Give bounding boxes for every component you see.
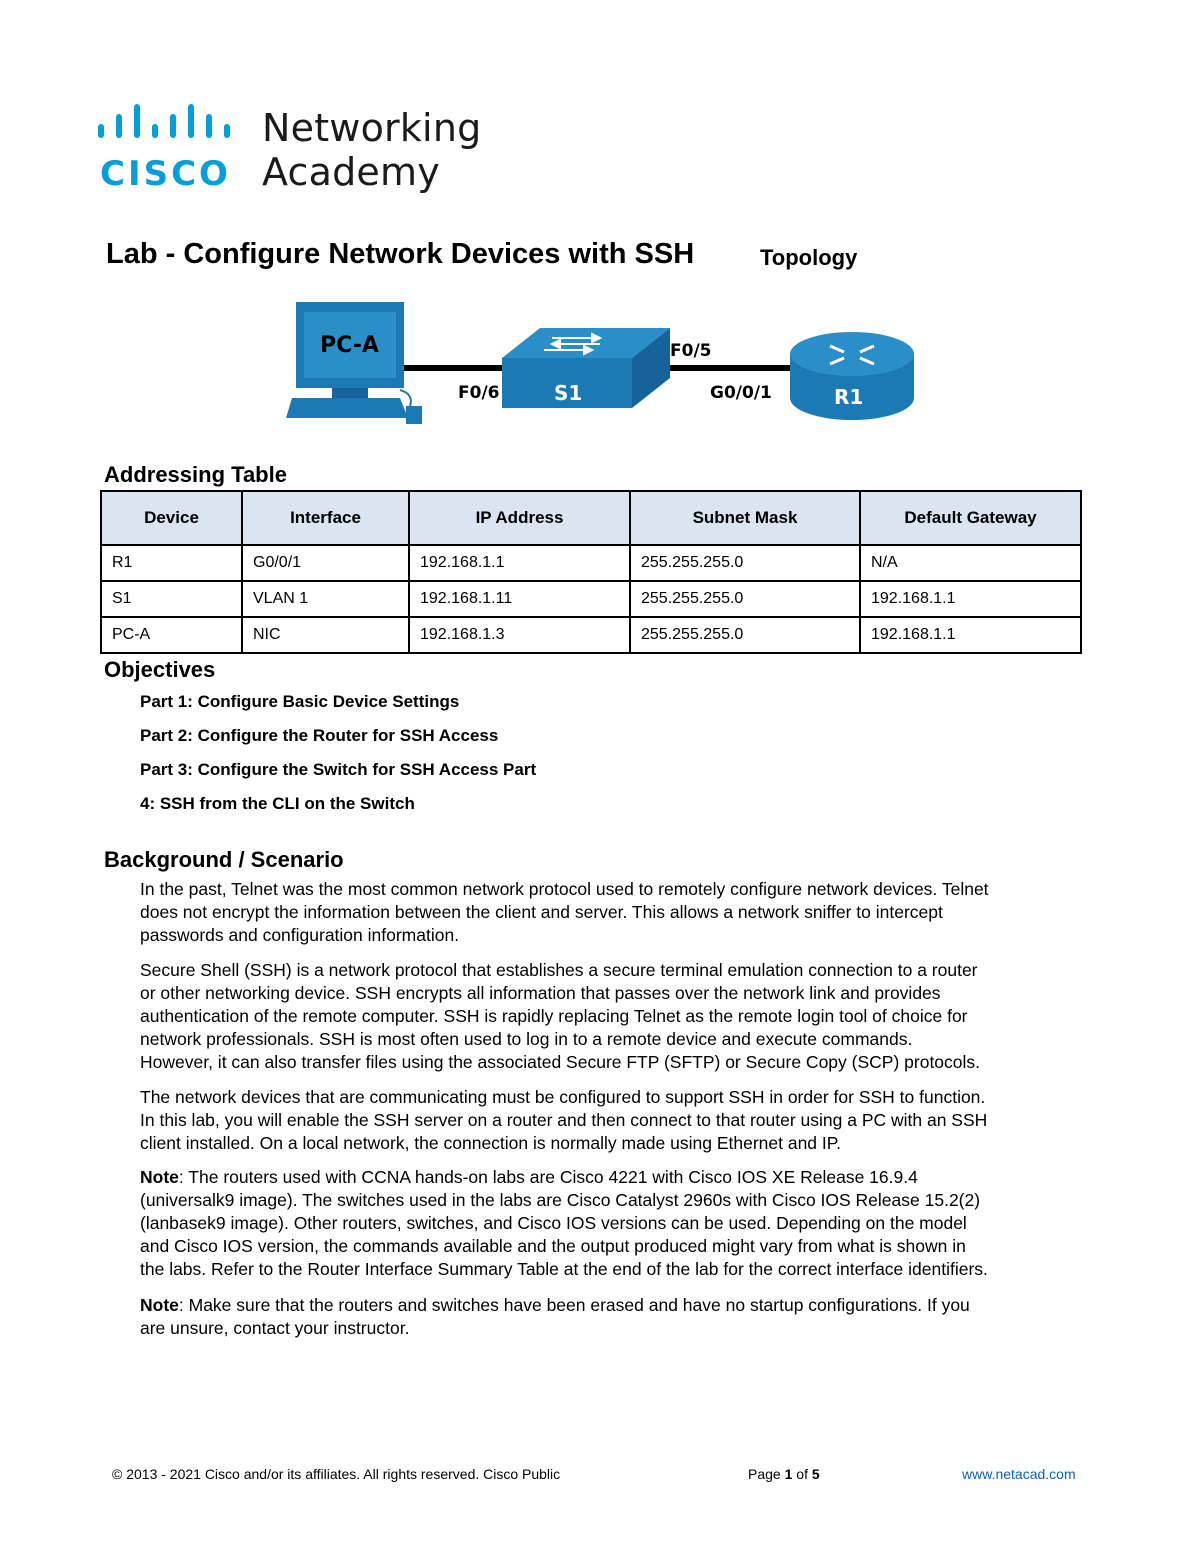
paragraph-line: or other networking device. SSH encrypts all information that passes over the network link and provides xyxy=(140,983,941,1003)
objective-item: Part 2: Configure the Router for SSH Access xyxy=(140,726,499,745)
switch-label: S1 xyxy=(554,381,583,405)
table-cell: 255.255.255.0 xyxy=(630,617,860,653)
table-row xyxy=(101,617,1081,653)
page-current: 1 xyxy=(784,1466,793,1482)
table-cell: VLAN 1 xyxy=(242,581,409,617)
cisco-networking-academy-logo xyxy=(96,104,486,204)
table-header-cell: Default Gateway xyxy=(860,491,1081,545)
objectives-heading: Objectives xyxy=(104,657,216,682)
paragraph-line: In this lab, you will enable the SSH server on a router and then connect to that router using a PC with an SSH xyxy=(140,1110,988,1130)
table-header-cell: IP Address xyxy=(409,491,630,545)
table-cell: 255.255.255.0 xyxy=(630,581,860,617)
note-label: Note xyxy=(140,1295,179,1315)
cisco-wordmark: CISCO xyxy=(100,154,231,194)
objective-item: Part 3: Configure the Switch for SSH Access Part xyxy=(140,760,537,779)
background-paragraph-1 xyxy=(140,878,1095,947)
table-cell: 192.168.1.1 xyxy=(860,581,1081,617)
table-row xyxy=(101,545,1081,581)
pc-port-label: F0/6 xyxy=(458,383,500,403)
paragraph-line: : The routers used with CCNA hands-on labs are Cisco 4221 with Cisco IOS XE Release 16.9.4 xyxy=(178,1167,918,1187)
table-header-cell: Subnet Mask xyxy=(630,491,860,545)
note-paragraph-1 xyxy=(140,1166,1095,1281)
objective-item: Part 1: Configure Basic Device Settings xyxy=(140,692,460,711)
topology-heading: Topology xyxy=(760,245,858,270)
paragraph-line: passwords and configuration information. xyxy=(140,925,460,945)
addressing-table xyxy=(100,490,1082,654)
paragraph-line: : Make sure that the routers and switches have been erased and have no startup configurations. If you xyxy=(178,1295,970,1315)
paragraph-line: the labs. Refer to the Router Interface Summary Table at the end of the lab for the correct interface identifiers. xyxy=(140,1259,988,1279)
switch-icon xyxy=(502,328,670,408)
page-mid: of xyxy=(792,1466,812,1482)
table-cell: NIC xyxy=(242,617,409,653)
table-cell: 192.168.1.3 xyxy=(409,617,630,653)
logo-networking-text: Networking xyxy=(262,106,482,150)
router-label: R1 xyxy=(834,385,864,409)
note-paragraph-2 xyxy=(140,1294,1095,1340)
paragraph-line: In the past, Telnet was the most common network protocol used to remotely configure network devices. Telnet xyxy=(140,879,989,899)
table-cell: 192.168.1.1 xyxy=(409,545,630,581)
paragraph-line: are unsure, contact your instructor. xyxy=(140,1318,410,1338)
pc-icon xyxy=(286,302,422,424)
footer-page-number xyxy=(748,1466,820,1482)
topology-diagram xyxy=(282,298,922,438)
paragraph-line: The network devices that are communicating must be configured to support SSH in order for SSH to function. xyxy=(140,1087,986,1107)
pc-label: PC-A xyxy=(320,333,379,358)
table-cell: R1 xyxy=(101,545,242,581)
table-cell: 255.255.255.0 xyxy=(630,545,860,581)
paragraph-line: (universalk9 image). The switches used in the labs are Cisco Catalyst 2960s with Cisco IOS Release 15.2(2) xyxy=(140,1190,981,1210)
router-port-label: G0/0/1 xyxy=(710,383,772,403)
paragraph-line: Secure Shell (SSH) is a network protocol that establishes a secure terminal emulation connection to a router xyxy=(140,960,978,980)
page-title: Lab - Configure Network Devices with SSH xyxy=(106,238,695,270)
table-cell: S1 xyxy=(101,581,242,617)
footer-netacad-link[interactable]: www.netacad.com xyxy=(962,1466,1076,1482)
paragraph-line: and Cisco IOS version, the commands available and the output produced might vary from what is shown in xyxy=(140,1236,966,1256)
paragraph-line: authentication of the remote computer. SSH is rapidly replacing Telnet as the remote login tool of choice for xyxy=(140,1006,968,1026)
table-cell: N/A xyxy=(860,545,1081,581)
table-header-cell: Interface xyxy=(242,491,409,545)
addressing-table-heading: Addressing Table xyxy=(104,462,287,487)
paragraph-line: However, it can also transfer files using the associated Secure FTP (SFTP) or Secure Copy (SCP) protocols. xyxy=(140,1052,981,1072)
table-cell: 192.168.1.11 xyxy=(409,581,630,617)
switch-port-label: F0/5 xyxy=(670,341,712,361)
table-row xyxy=(101,581,1081,617)
background-paragraph-3 xyxy=(140,1086,1095,1155)
table-cell: 192.168.1.1 xyxy=(860,617,1081,653)
table-cell: G0/0/1 xyxy=(242,545,409,581)
page-prefix: Page xyxy=(748,1466,785,1482)
table-header-row xyxy=(101,491,1081,545)
logo-academy-text: Academy xyxy=(262,150,440,194)
footer-copyright: © 2013 - 2021 Cisco and/or its affiliates. All rights reserved. Cisco Public xyxy=(112,1466,561,1482)
cisco-bars-icon xyxy=(96,104,246,144)
paragraph-line: does not encrypt the information between the client and server. This allows a network sniffer to intercept xyxy=(140,902,943,922)
table-header-cell: Device xyxy=(101,491,242,545)
page-total: 5 xyxy=(811,1466,820,1482)
background-heading: Background / Scenario xyxy=(104,847,344,872)
paragraph-line: client installed. On a local network, the connection is normally made using Ethernet and IP. xyxy=(140,1133,842,1153)
objective-item: 4: SSH from the CLI on the Switch xyxy=(140,794,415,813)
paragraph-line: (lanbasek9 image). Other routers, switches, and Cisco IOS versions can be used. Depending on the model xyxy=(140,1213,967,1233)
table-cell: PC-A xyxy=(101,617,242,653)
background-paragraph-2 xyxy=(140,959,1095,1074)
paragraph-line: network professionals. SSH is most often used to log in to a remote device and execute commands. xyxy=(140,1029,913,1049)
note-label: Note xyxy=(140,1167,179,1187)
